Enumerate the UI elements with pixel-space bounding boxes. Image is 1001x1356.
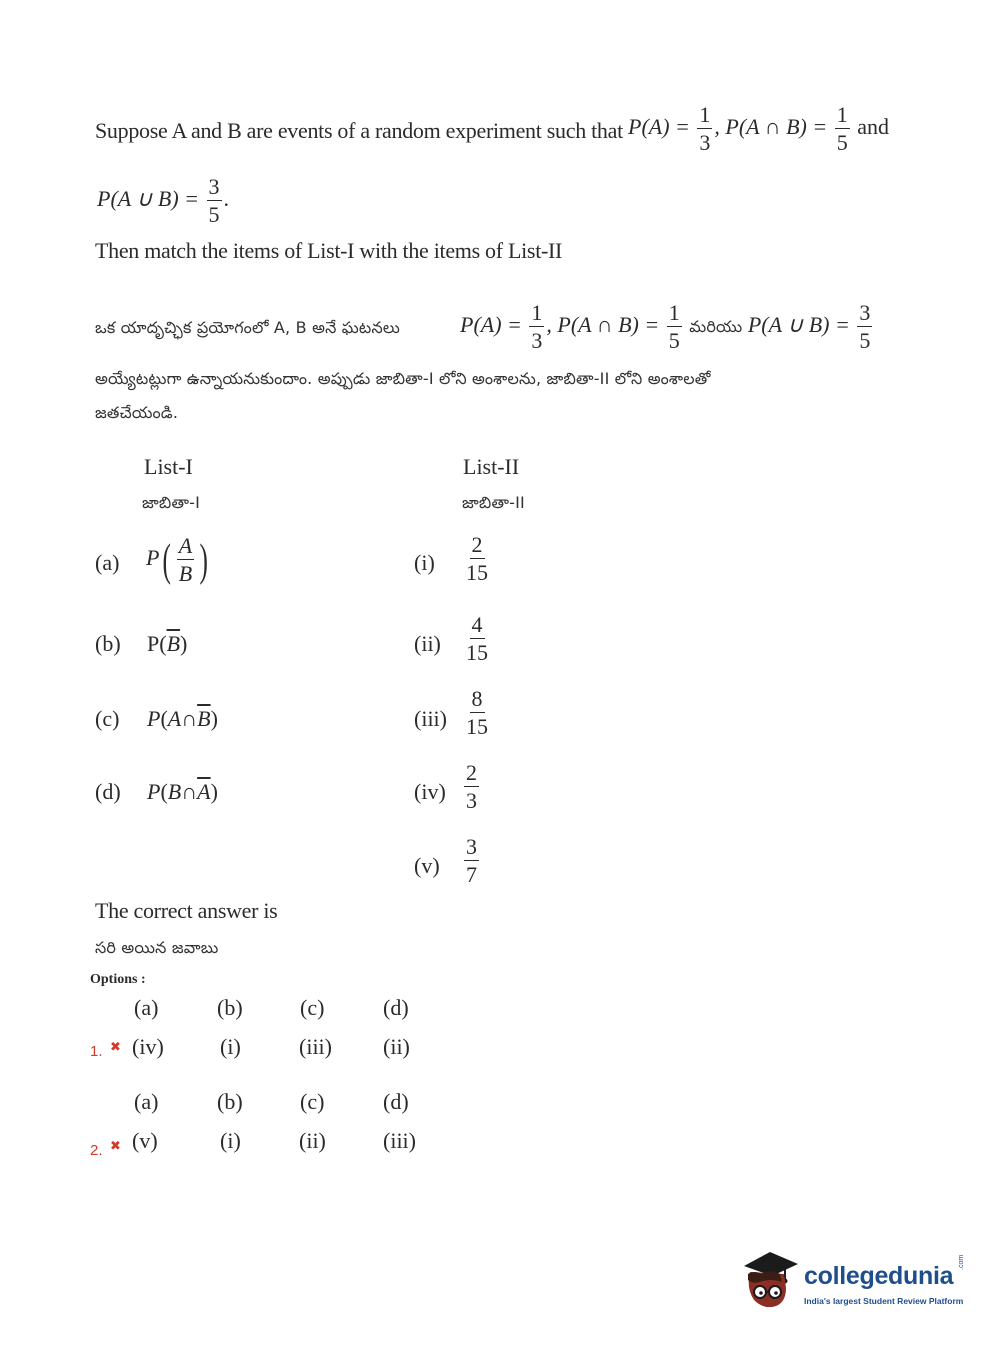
option-1-header-a: (a) (134, 995, 159, 1020)
list2-value-iv: $\frac{2}{3}$ (466, 760, 477, 813)
list1-expr-a: P( $\frac{A}{B}$ ) (146, 533, 209, 586)
answer-prompt-te: సరి అయిన జవాబు (95, 938, 219, 957)
fraction-pa: $\frac{1}{3}$ (699, 102, 711, 155)
list1-label-b: (b) (95, 631, 121, 656)
list1-label-a: (a) (95, 550, 120, 575)
options-label: Options : (90, 972, 146, 987)
option-2-value-d: (iii) (383, 1128, 416, 1153)
cross-icon: ✖ (110, 1040, 121, 1055)
given-union: P(A ∪ B) = $\frac{3}{5}$ . (97, 174, 230, 227)
option-2-number: 2. (90, 1142, 103, 1159)
fraction-pab: $\frac{1}{5}$ (836, 102, 848, 155)
option-2-header-c: (c) (300, 1089, 325, 1114)
list2-value-v: $\frac{3}{7}$ (466, 834, 477, 887)
list2-label-i: (i) (414, 550, 435, 575)
list1-expr-c: $P(A\cap\overline{B})$ (147, 706, 218, 731)
option-2-value-c: (ii) (299, 1128, 326, 1153)
option-1-value-d: (ii) (383, 1034, 410, 1059)
list2-label-iii: (iii) (414, 706, 447, 731)
collegedunia-logo (740, 1248, 970, 1318)
question-intro: Suppose A and B are events of a random experiment such that (95, 118, 623, 143)
list1-expr-d: $P(B\cap\overline{A})$ (147, 779, 218, 804)
list2-title: List-II (463, 454, 520, 479)
list2-title-te: జాబితా-II (462, 493, 525, 512)
option-2-value-a: (v) (132, 1128, 158, 1153)
list2-value-iii: $\frac{8}{15}$ (466, 686, 488, 739)
list1-label-c: (c) (95, 706, 120, 731)
option-2-value-b: (i) (220, 1128, 241, 1153)
option-2-header-a: (a) (134, 1089, 159, 1114)
option-1-value-a: (iv) (132, 1034, 164, 1059)
fraction-paub: $\frac{3}{5}$ (208, 174, 220, 227)
mascot-icon (740, 1248, 802, 1314)
telugu-line-3: జతచేయండి. (95, 403, 179, 422)
option-1-header-b: (b) (217, 995, 243, 1020)
cross-icon: ✖ (110, 1139, 121, 1154)
option-1-header-c: (c) (300, 995, 325, 1020)
given-probabilities: P(A) = $\frac{1}{3}$ , P(A ∩ B) = $\frac{1}{5}$ and (628, 102, 889, 155)
option-1-value-b: (i) (220, 1034, 241, 1059)
list2-label-v: (v) (414, 853, 440, 878)
option-1-number: 1. (90, 1043, 103, 1060)
list1-title: List-I (144, 454, 193, 479)
brand-name: collegedunia (804, 1262, 954, 1290)
list2-value-ii: $\frac{4}{15}$ (466, 612, 488, 665)
list1-expr-b: $P(\overline{B})$ (147, 631, 188, 656)
list2-label-iv: (iv) (414, 779, 446, 804)
option-2-header-d: (d) (383, 1089, 409, 1114)
option-2-header-b: (b) (217, 1089, 243, 1114)
answer-prompt: The correct answer is (95, 898, 278, 923)
option-1-value-c: (iii) (299, 1034, 332, 1059)
telugu-given: P(A) = $\frac{1}{3}$ , P(A ∩ B) = $\frac{1}{5}$ మరియు P(A ∪ B) = $\frac{3}{5}$ (460, 300, 871, 353)
telugu-line-1: ఒక యాదృచ్ఛిక ప్రయోగంలో A, B అనే ఘటనలు (95, 318, 400, 337)
list1-label-d: (d) (95, 779, 121, 804)
brand-suffix: .com (958, 1254, 965, 1270)
telugu-line-2: అయ్యేటట్లుగా ఉన్నాయనుకుందాం. అప్పుడు జాబితా-I లోని అంశాలను, జాబితా-II లోని అంశాలతో (95, 369, 711, 388)
list1-title-te: జాబితా-I (142, 493, 201, 512)
list2-label-ii: (ii) (414, 631, 441, 656)
brand-tagline: India's largest Student Review Platform (804, 1296, 964, 1306)
question-instruction: Then match the items of List-I with the items of List-II (95, 238, 563, 263)
list2-value-i: $\frac{2}{15}$ (466, 532, 488, 585)
option-1-header-d: (d) (383, 995, 409, 1020)
